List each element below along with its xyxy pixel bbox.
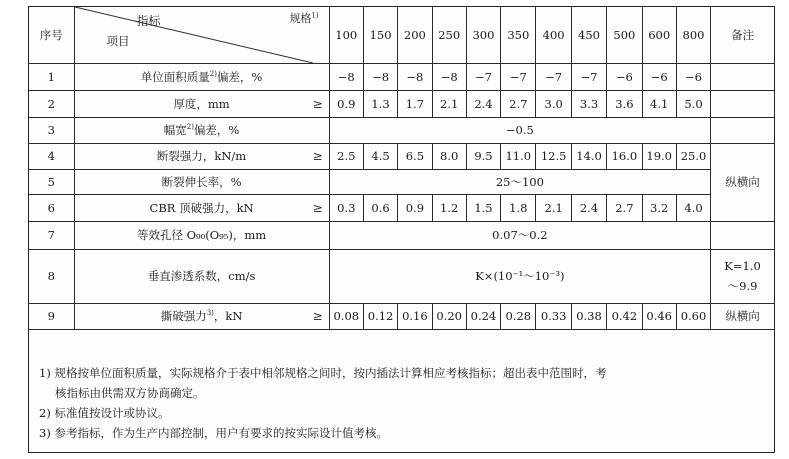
row-seq: 3: [29, 117, 74, 143]
row-remark: [711, 221, 774, 249]
row-name: 单位面积质量$^{2)}$偏差，%: [74, 63, 329, 90]
footnotes: [39, 363, 764, 443]
row-name: 垂直渗透系数，cm/s: [74, 249, 329, 303]
spec-col-header: 600: [642, 7, 676, 63]
spec-col-header: 200: [398, 7, 432, 63]
row-seq: 2: [29, 90, 74, 117]
table-cell: 0.9: [398, 194, 432, 221]
table-cell: −7: [571, 63, 606, 90]
row-name: 撕破强力$^{3)}$，kN ≥: [74, 303, 329, 329]
row-seq: 7: [29, 221, 74, 249]
spec-col-header: 500: [607, 7, 642, 63]
row-name: 厚度，mm ≥: [74, 90, 329, 117]
table-cell: 4.0: [676, 194, 710, 221]
table-row: [29, 143, 774, 169]
spec-col-header: 350: [501, 7, 536, 63]
row-name: 等效孔径 O₉₀(O₉₅)，mm: [74, 221, 329, 249]
header-item: 项目: [106, 34, 130, 48]
table-cell: 1.5: [466, 194, 500, 221]
table-cell: 9.5: [466, 143, 500, 169]
footnote-1-continued: 核指标由供需双方协商确定。: [55, 386, 205, 400]
header-spec: 规格$^{1)}$: [289, 11, 319, 25]
header-diagonal-cell: [74, 7, 329, 63]
header-seq: 序号: [29, 7, 74, 63]
table-cell: 8.0: [432, 143, 466, 169]
table-cell: 0.6: [363, 194, 397, 221]
table-cell: 0.42: [607, 303, 642, 329]
table-row: [29, 194, 774, 221]
spec-table: [29, 7, 774, 330]
row-remark: [711, 63, 774, 90]
table-row: [29, 63, 774, 90]
table-cell: 2.7: [501, 90, 536, 117]
table-cell: 6.5: [398, 143, 432, 169]
footnote-2: 2) 标准值按设计或协议。: [39, 406, 170, 420]
table-cell: 19.0: [642, 143, 676, 169]
table-row: [29, 117, 774, 143]
merged-value: 25～100: [329, 169, 711, 194]
table-cell: 0.08: [329, 303, 363, 329]
merged-value: 0.07～0.2: [329, 221, 711, 249]
table-row: [29, 303, 774, 329]
table-cell: 0.16: [398, 303, 432, 329]
row-relation: ≥: [312, 96, 323, 111]
table-cell: 0.60: [676, 303, 710, 329]
spec-col-header: 450: [571, 7, 606, 63]
row-seq: 9: [29, 303, 74, 329]
table-cell: −8: [329, 63, 363, 90]
table-cell: −6: [676, 63, 710, 90]
table-cell: 2.1: [432, 90, 466, 117]
row-name: 断裂伸长率，%: [74, 169, 329, 194]
table-cell: 3.0: [536, 90, 571, 117]
row-relation: ≥: [312, 200, 323, 215]
table-cell: 2.4: [571, 194, 606, 221]
table-cell: 0.33: [536, 303, 571, 329]
row-remark: [711, 90, 774, 117]
header-indicator: 指标: [136, 14, 161, 28]
table-cell: 0.38: [571, 303, 606, 329]
spec-col-header: 150: [363, 7, 397, 63]
table-cell: 0.28: [501, 303, 536, 329]
table-row: [29, 249, 774, 303]
table-cell: −8: [363, 63, 397, 90]
table-cell: 1.8: [501, 194, 536, 221]
table-cell: 2.4: [466, 90, 500, 117]
row-relation: ≥: [312, 309, 323, 323]
row-seq: 1: [29, 63, 74, 90]
table-cell: 5.0: [676, 90, 710, 117]
header-row: [29, 7, 774, 63]
table-cell: 1.2: [432, 194, 466, 221]
row-seq: 6: [29, 194, 74, 221]
table-cell: 12.5: [536, 143, 571, 169]
row-seq: 8: [29, 249, 74, 303]
header-remark: 备注: [711, 7, 774, 63]
table-cell: −7: [536, 63, 571, 90]
row-seq: 5: [29, 169, 74, 194]
table-cell: 0.20: [432, 303, 466, 329]
table-row: [29, 221, 774, 249]
spec-sheet: [28, 6, 775, 453]
row-remark: 纵横向: [711, 143, 774, 221]
row-remark: 纵横向: [711, 303, 774, 329]
table-cell: 14.0: [571, 143, 606, 169]
spec-col-header: 300: [466, 7, 500, 63]
spec-col-header: 250: [432, 7, 466, 63]
row-name: 断裂强力，kN/m ≥: [74, 143, 329, 169]
table-cell: 0.12: [363, 303, 397, 329]
table-cell: 0.9: [329, 90, 363, 117]
spec-col-header: 100: [329, 7, 363, 63]
table-cell: 3.2: [642, 194, 676, 221]
footnote-3: 3) 参考指标，作为生产内部控制，用户有要求的按实际设计值考核。: [39, 426, 388, 440]
table-cell: 0.46: [642, 303, 676, 329]
merged-value: −0.5: [329, 117, 711, 143]
table-cell: 4.1: [642, 90, 676, 117]
table-cell: 3.6: [607, 90, 642, 117]
spec-col-header: 400: [536, 7, 571, 63]
table-cell: 4.5: [363, 143, 397, 169]
table-row: [29, 169, 774, 194]
table-cell: −6: [607, 63, 642, 90]
table-cell: 1.3: [363, 90, 397, 117]
table-cell: 16.0: [607, 143, 642, 169]
row-remark: [711, 117, 774, 143]
table-cell: 2.5: [329, 143, 363, 169]
table-cell: 1.7: [398, 90, 432, 117]
row-remark: K=1.0 ～9.9: [711, 249, 774, 303]
table-cell: 0.24: [466, 303, 500, 329]
table-cell: 11.0: [501, 143, 536, 169]
merged-value: K×(10⁻¹～10⁻³): [329, 249, 711, 303]
table-cell: 2.7: [607, 194, 642, 221]
row-seq: 4: [29, 143, 74, 169]
table-cell: 25.0: [676, 143, 710, 169]
table-cell: 0.3: [329, 194, 363, 221]
table-cell: 3.3: [571, 90, 606, 117]
table-cell: −7: [501, 63, 536, 90]
table-cell: −7: [466, 63, 500, 90]
table-row: [29, 90, 774, 117]
row-relation: ≥: [312, 149, 323, 163]
row-name: CBR 顶破强力，kN ≥: [74, 194, 329, 221]
spec-col-header: 800: [676, 7, 710, 63]
table-cell: −8: [432, 63, 466, 90]
table-cell: −8: [398, 63, 432, 90]
table-cell: 2.1: [536, 194, 571, 221]
table-cell: −6: [642, 63, 676, 90]
footnote-1: 1) 规格按单位面积质量，实际规格介于表中相邻规格之间时，按内插法计算相应考核指标；超出表中范围时，考: [39, 366, 607, 380]
row-name: 幅宽$^{2)}$偏差，%: [74, 117, 329, 143]
